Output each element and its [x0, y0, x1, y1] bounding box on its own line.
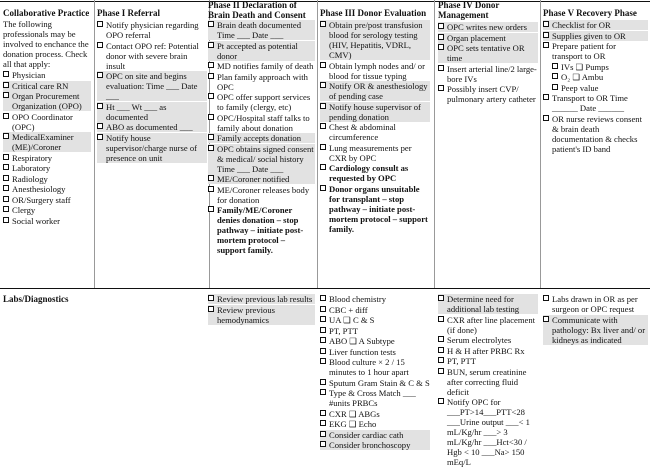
labs-phase2-list: [208, 294, 315, 325]
checkbox-icon[interactable]: [438, 368, 444, 374]
checklist-item-label: Organ Procurement Organization (OPO): [12, 91, 82, 111]
checklist-item[interactable]: [320, 419, 430, 429]
checkbox-icon[interactable]: [320, 62, 326, 68]
phase3-title: Phase III Donor Evaluation: [320, 8, 427, 18]
checklist-item-label: Respiratory: [12, 152, 53, 163]
phase2-list: [208, 20, 315, 255]
checklist-item-label: OPO Coordinator (OPC): [12, 111, 73, 132]
checklist-item-label: Blood culture × 2 / 15 minutes to 1 hour apart: [329, 357, 409, 377]
collab-list: [3, 70, 91, 226]
checklist-item-label: OPC sets tentative OR time: [447, 43, 525, 63]
checklist-item-label: Family/ME/Coroner denies donation – stop pathway – initiate post-mortem protocol – support family.: [217, 205, 304, 255]
checkbox-icon[interactable]: [3, 164, 9, 170]
checklist-item-label: Communicate with pathology: Bx liver and/ or kidneys as indicated: [552, 314, 646, 345]
checklist-item[interactable]: [208, 305, 315, 325]
phase2-title: Phase II Declaration of Brain Death and Consent: [208, 0, 306, 20]
checkbox-icon[interactable]: [320, 420, 326, 426]
checklist-item-label: Blood chemistry: [329, 294, 387, 304]
checklist-item-label: Obtain lymph nodes and/ or blood for tissue typing: [329, 60, 425, 81]
checklist-item-label: CXR ❑ ABGs: [329, 408, 380, 419]
checkbox-icon[interactable]: [543, 316, 549, 322]
checklist-item[interactable]: [3, 195, 91, 205]
checklist-item-label: Notify OR & anesthesiology of pending case: [329, 81, 428, 101]
checklist-item-label: MedicalExaminer (ME)/Coroner: [12, 132, 74, 152]
checklist-item[interactable]: [208, 144, 315, 174]
checklist-item-label: Notify house supervisor of pending donation: [329, 101, 421, 122]
checkbox-icon[interactable]: [3, 154, 9, 160]
phase1-column: [97, 8, 207, 163]
checklist-item[interactable]: [3, 205, 91, 215]
checklist-item-label: Physician: [12, 70, 46, 80]
checklist-item-label: Anesthesiology: [12, 184, 66, 194]
checkbox-icon[interactable]: [320, 410, 326, 416]
checklist-item[interactable]: [320, 347, 430, 357]
checkbox-icon[interactable]: [320, 389, 326, 395]
checklist-item-label: Review previous hemodynamics: [217, 304, 275, 325]
checklist-item[interactable]: [543, 83, 648, 93]
checklist-item-label: Sputum Gram Stain & C & S: [329, 377, 430, 388]
checklist-item-label: Family accepts donation: [217, 133, 302, 143]
checkbox-icon[interactable]: [3, 206, 9, 212]
phase4-list: [438, 22, 538, 104]
checklist-item-label: Brain death documented Time ___ Date ___: [217, 20, 301, 40]
checklist-item-label: Clergy: [12, 205, 36, 215]
checklist-item[interactable]: [320, 378, 430, 388]
checklist-item[interactable]: [543, 31, 648, 41]
checklist-item[interactable]: [438, 43, 538, 63]
checkbox-icon[interactable]: [208, 186, 214, 192]
checkbox-icon[interactable]: [438, 398, 444, 404]
checklist-item[interactable]: [208, 113, 315, 133]
checkbox-icon[interactable]: [3, 82, 9, 88]
checklist-item-label: MD notifies family of death: [217, 61, 314, 71]
checklist-item[interactable]: [208, 61, 315, 71]
checkbox-icon[interactable]: [320, 431, 326, 437]
checkbox-icon[interactable]: [97, 123, 103, 129]
checklist-item-label: Labs drawn in OR as per surgeon or OPC request: [552, 294, 638, 314]
checklist-item[interactable]: [3, 163, 91, 173]
labs-phase5-list: [543, 294, 648, 345]
checklist-item-label: Cardiology consult as requested by OPC: [329, 163, 409, 183]
checklist-item[interactable]: [438, 367, 538, 397]
phase2-column: [208, 0, 315, 256]
phase5-column: [543, 8, 648, 154]
checklist-item-label: IVs ❑ Pumps: [561, 61, 609, 72]
checklist-item-label: UA ❑ C & S: [329, 315, 375, 325]
checkbox-icon[interactable]: [320, 103, 326, 109]
checklist-item[interactable]: [320, 388, 430, 408]
checkbox-icon[interactable]: [208, 42, 214, 48]
checkbox-icon[interactable]: [208, 206, 214, 212]
checkbox-icon[interactable]: [543, 42, 549, 48]
checkbox-icon[interactable]: [552, 84, 558, 90]
checkbox-icon[interactable]: [438, 336, 444, 342]
checklist-item[interactable]: [97, 20, 207, 40]
phase5-title: Phase V Recovery Phase: [543, 8, 637, 18]
checklist-item-label: Pt accepted as potential donor: [217, 40, 298, 61]
checklist-item[interactable]: [438, 397, 538, 467]
checkbox-icon[interactable]: [543, 21, 549, 27]
checklist-item-label: OPC obtains signed consent & medical/ social history Time ___ Date ___: [217, 143, 314, 174]
phase5-list: [543, 20, 648, 154]
checklist-item[interactable]: [438, 22, 538, 32]
checkbox-icon[interactable]: [320, 185, 326, 191]
collab-title: Collaborative Practice: [3, 8, 90, 18]
checklist-item-label: ABO as documented ___: [106, 122, 193, 132]
checklist-item[interactable]: [208, 133, 315, 143]
checklist-item[interactable]: [438, 356, 538, 366]
checklist-item-label: Possibly insert CVP/ pulmonary artery catheter: [447, 84, 536, 104]
checklist-item[interactable]: [543, 93, 648, 113]
checklist-item-label: Obtain pre/post transfusion blood for serology testing (HIV, Hepatitis, VDRL, CMV): [329, 20, 423, 60]
checklist-item-label: Review previous lab results: [217, 294, 313, 304]
checklist-item[interactable]: [320, 122, 430, 142]
top-rule: [0, 1, 650, 2]
checkbox-icon[interactable]: [208, 306, 214, 312]
checklist-item[interactable]: [208, 185, 315, 205]
checkbox-icon[interactable]: [3, 133, 9, 139]
checklist-item[interactable]: [3, 174, 91, 184]
checkbox-icon[interactable]: [320, 295, 326, 301]
checkbox-icon[interactable]: [320, 316, 326, 322]
collab-column: [3, 8, 91, 226]
col-sep: [94, 0, 95, 288]
checklist-item[interactable]: [208, 41, 315, 61]
checkbox-icon[interactable]: [208, 145, 214, 151]
checklist-item[interactable]: [3, 91, 91, 111]
checklist-item[interactable]: [543, 20, 648, 30]
checkbox-icon[interactable]: [208, 73, 214, 79]
labs-phase3-list: [320, 294, 430, 451]
checklist-item[interactable]: [3, 184, 91, 194]
checklist-item[interactable]: [320, 61, 430, 81]
checkbox-icon[interactable]: [208, 295, 214, 301]
checklist-item-label: CXR after line placement (if done): [447, 314, 536, 335]
labs-phase4-list: [438, 294, 538, 468]
checkbox-icon[interactable]: [438, 316, 444, 322]
checklist-item-label: OPC/Hospital staff talks to family about donation: [217, 112, 310, 133]
checkbox-icon[interactable]: [97, 42, 103, 48]
checklist-item-label: OR/Surgery staff: [12, 194, 71, 205]
checklist-item[interactable]: [97, 133, 207, 163]
checkbox-icon[interactable]: [3, 113, 9, 119]
phase3-column: [320, 8, 430, 234]
checkbox-icon[interactable]: [208, 134, 214, 140]
checklist-item-label: CBC + diff: [329, 304, 368, 315]
checklist-item-label: Type & Cross Match ___ #units PRBCs: [329, 388, 416, 408]
checklist-item[interactable]: [320, 357, 430, 377]
checkbox-icon[interactable]: [208, 62, 214, 68]
checklist-item-label: Consider bronchoscopy: [329, 440, 411, 450]
checklist-item[interactable]: [320, 336, 430, 346]
col-sep: [317, 0, 318, 288]
checklist-item-label: Lung measurements per CXR by OPC: [329, 142, 412, 163]
phase4-column: [438, 0, 538, 105]
checkbox-icon[interactable]: [3, 185, 9, 191]
checklist-item-label: ME/Coroner releases body for donation: [217, 184, 310, 205]
checklist-item[interactable]: [208, 72, 315, 92]
checkbox-icon[interactable]: [438, 295, 444, 301]
checklist-item-label: Serum electrolytes: [447, 335, 512, 345]
checkbox-icon[interactable]: [97, 134, 103, 140]
phase1-list: [97, 20, 207, 163]
checkbox-icon[interactable]: [320, 441, 326, 447]
checklist-item-label: Notify house supervisor/charge nurse of presence on unit: [106, 132, 198, 163]
checklist-item[interactable]: [97, 41, 207, 71]
checklist-item[interactable]: [320, 305, 430, 315]
checklist-item-label: Determine need for additional lab testing: [447, 294, 520, 314]
checklist-item-label: Critical care RN: [12, 80, 69, 91]
checklist-item-label: ME/Coroner notified: [217, 174, 290, 184]
checkbox-icon[interactable]: [208, 175, 214, 181]
checkbox-icon[interactable]: [97, 103, 103, 109]
checklist-item[interactable]: [320, 163, 430, 183]
checklist-item-label: Social worker: [12, 215, 60, 226]
checklist-item[interactable]: [320, 81, 430, 101]
checklist-item[interactable]: [3, 153, 91, 163]
labs-title-cell: [3, 294, 91, 304]
checkbox-icon[interactable]: [97, 72, 103, 78]
checkbox-icon[interactable]: [3, 92, 9, 98]
checklist-item[interactable]: [208, 174, 315, 184]
checklist-item-label: Contact OPO ref: Potential donor with severe brain insult: [106, 40, 199, 71]
checklist-item[interactable]: [320, 20, 430, 60]
col-sep: [540, 0, 541, 288]
checklist-item[interactable]: [438, 33, 538, 43]
checklist-item[interactable]: [320, 143, 430, 163]
checkbox-icon[interactable]: [320, 379, 326, 385]
checklist-item[interactable]: [208, 20, 315, 40]
checklist-item-label: PT, PTT: [329, 325, 358, 336]
checklist-item[interactable]: [438, 294, 538, 314]
checklist-item-label: OPC writes new orders: [447, 22, 527, 32]
checkbox-icon[interactable]: [438, 44, 444, 50]
checklist-item[interactable]: [320, 315, 430, 325]
checklist-item[interactable]: [320, 294, 430, 304]
checklist-item-label: Ht ___ Wt ___ as documented: [106, 101, 167, 122]
checklist-item-label: Organ placement: [447, 32, 506, 43]
checkbox-icon[interactable]: [543, 115, 549, 121]
checkbox-icon[interactable]: [543, 295, 549, 301]
checklist-item[interactable]: [97, 71, 207, 101]
checklist-item-label: Transport to OR Time ______ Date ______: [552, 93, 628, 113]
phase3-list: [320, 20, 430, 234]
checkbox-icon[interactable]: [320, 164, 326, 170]
checkbox-icon[interactable]: [438, 34, 444, 40]
checklist-item[interactable]: [543, 62, 648, 72]
checkbox-icon[interactable]: [208, 114, 214, 120]
checklist-item[interactable]: [320, 430, 430, 440]
checklist-item-label: Notify physician regarding OPO referral: [106, 20, 199, 40]
checklist-item[interactable]: [208, 92, 315, 112]
checklist-item-label: Consider cardiac cath: [329, 429, 404, 440]
checklist-item-label: Radiology: [12, 173, 48, 184]
checkbox-icon[interactable]: [97, 21, 103, 27]
checklist-item[interactable]: [320, 409, 430, 419]
checklist-item-label: Checklist for OR: [552, 20, 611, 30]
checkbox-icon[interactable]: [543, 94, 549, 100]
checklist-item-label: Notify OPC for ___PT>14___PTT<28 ___Urine output ___< 1 mL/Kg/hr ___> 3 mL/Kg/hr ___Hct<30 / Hgb < 10 ___Na> 150 mEq/L: [447, 397, 530, 467]
checkbox-icon[interactable]: [438, 85, 444, 91]
checklist-item[interactable]: [3, 132, 91, 152]
checklist-item-label: Chest & abdominal circumference: [329, 122, 396, 142]
phase1-title: Phase I Referral: [97, 8, 160, 18]
checklist-item[interactable]: [543, 315, 648, 345]
checkbox-icon[interactable]: [320, 306, 326, 312]
checklist-item-label: Plan family approach with OPC: [217, 71, 308, 92]
checkbox-icon[interactable]: [320, 327, 326, 333]
checklist-item[interactable]: [543, 72, 648, 82]
checklist-item-label: Prepare patient for transport to OR: [552, 41, 616, 61]
checklist-item[interactable]: [438, 335, 538, 345]
checklist-item[interactable]: [438, 84, 538, 104]
checkbox-icon[interactable]: [320, 123, 326, 129]
checklist-item[interactable]: [3, 216, 91, 226]
checklist-item-label: Donor organs unsuitable for transplant – stop pathway – initiate post-mortem protocol – support family.: [329, 183, 428, 234]
checkbox-icon[interactable]: [543, 32, 549, 38]
checkbox-icon[interactable]: [438, 65, 444, 71]
checklist-item[interactable]: [543, 41, 648, 61]
checklist-item[interactable]: [320, 184, 430, 234]
checklist-item[interactable]: [3, 81, 91, 91]
checklist-item[interactable]: [3, 70, 91, 80]
checklist-item-label: Insert arterial line/2 large-bore IVs: [447, 63, 537, 84]
checklist-item-label: PT, PTT: [447, 356, 476, 366]
phase4-title: Phase IV Donor Management: [438, 0, 500, 20]
checkbox-icon[interactable]: [320, 82, 326, 88]
collab-intro: The following professionals may be involved to enchance the donation process. Check all that apply:: [3, 19, 89, 69]
checkbox-icon[interactable]: [3, 71, 9, 77]
checklist-item[interactable]: [438, 64, 538, 84]
checkbox-icon[interactable]: [438, 23, 444, 29]
checklist-item-label: EKG ❑ Echo: [329, 419, 377, 429]
col-sep: [434, 0, 435, 288]
checkbox-icon[interactable]: [320, 348, 326, 354]
checklist-item-label: O₂ ❑ Ambu: [561, 72, 604, 82]
checkbox-icon[interactable]: [3, 175, 9, 181]
checklist-item-label: OPC offer support services to family (clergy, etc): [217, 92, 311, 112]
checklist-item[interactable]: [320, 326, 430, 336]
checkbox-icon[interactable]: [320, 21, 326, 27]
checklist-item[interactable]: [208, 205, 315, 255]
checklist-item[interactable]: [438, 346, 538, 356]
checkbox-icon[interactable]: [208, 93, 214, 99]
checklist-item-label: Liver function tests: [329, 346, 396, 357]
checklist-item[interactable]: [320, 102, 430, 122]
checkbox-icon[interactable]: [438, 347, 444, 353]
checklist-item[interactable]: [3, 112, 91, 132]
checkbox-icon[interactable]: [552, 73, 558, 79]
checklist-item[interactable]: [320, 440, 430, 450]
checkbox-icon[interactable]: [3, 217, 9, 223]
checklist-item-label: H & H after PRBC Rx: [447, 345, 525, 356]
checklist-item-label: BUN, serum creatinine after correcting fluid deficit: [447, 366, 527, 397]
checkbox-icon[interactable]: [320, 144, 326, 150]
labs-title: Labs/Diagnostics: [3, 294, 69, 304]
section-divider: [0, 288, 650, 289]
checkbox-icon[interactable]: [438, 357, 444, 363]
checklist-item[interactable]: [543, 114, 648, 154]
checklist-item-label: Laboratory: [12, 163, 51, 173]
checklist-item-label: OPC on site and begins evaluation: Time ___ Date ___: [106, 71, 198, 101]
checkbox-icon[interactable]: [320, 337, 326, 343]
checklist-item[interactable]: [208, 294, 315, 304]
checkbox-icon[interactable]: [320, 358, 326, 364]
checklist-item-label: OR nurse reviews consent & brain death documentation & checks patient's ID band: [552, 113, 642, 154]
checklist-item[interactable]: [97, 102, 207, 122]
checklist-item[interactable]: [97, 122, 207, 132]
checklist-item[interactable]: [543, 294, 648, 314]
checklist-item[interactable]: [438, 315, 538, 335]
checkbox-icon[interactable]: [3, 196, 9, 202]
checklist-item-label: Peep value: [561, 82, 599, 93]
checklist-item-label: Supplies given to OR: [552, 30, 626, 41]
checklist-item-label: ABO ❑ A Subtype: [329, 336, 395, 346]
checkbox-icon[interactable]: [208, 21, 214, 27]
checkbox-icon[interactable]: [552, 63, 558, 69]
